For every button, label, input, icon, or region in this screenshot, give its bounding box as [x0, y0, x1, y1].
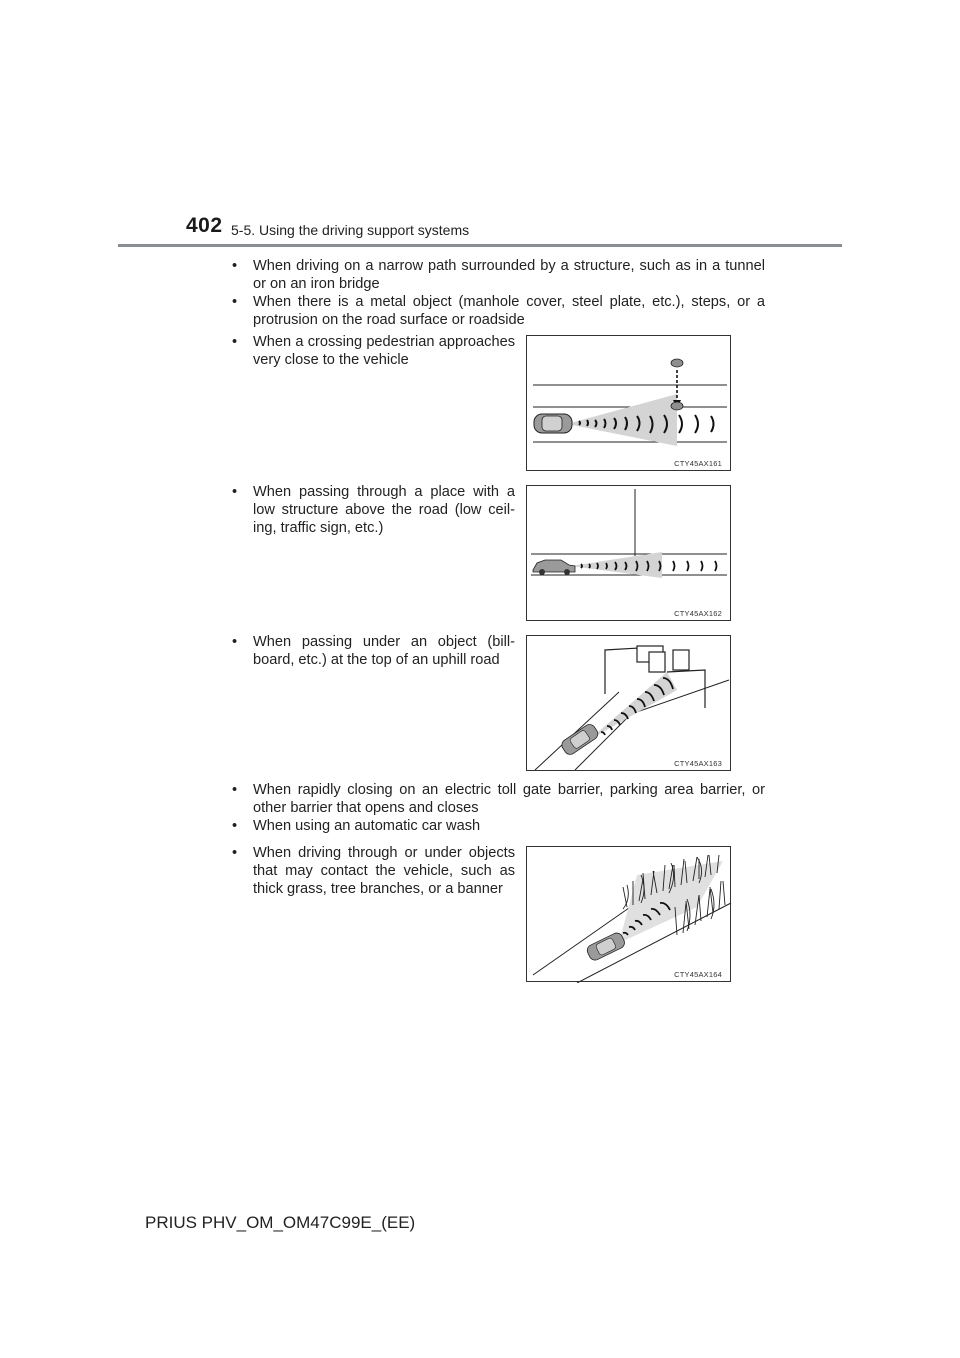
figure-code: CTY45AX163 [674, 759, 722, 768]
page-number: 402 [186, 214, 223, 237]
bullet-toll-gate: • When rapidly closing on an electric toll gate barrier, parking area barrier, or other barrier that opens and closes [232, 781, 765, 817]
bullet-uphill-billboard: • When passing under an object (bill-board, etc.) at the top of an uphill road [232, 633, 515, 669]
bullet-narrow-path: • When driving on a narrow path surrounded by a structure, such as in a tunnel or on an iron bridge [232, 257, 765, 293]
figure-crossing-pedestrian [526, 335, 731, 471]
figure-code: CTY45AX164 [674, 970, 722, 979]
figure-low-structure [526, 485, 731, 621]
sedan-icon [585, 931, 626, 962]
figure-uphill-billboard [526, 635, 731, 771]
figure-code: CTY45AX161 [674, 459, 722, 468]
footer-code: PRIUS PHV_OM_OM47C99E_(EE) [145, 1213, 416, 1232]
bullet-crossing-pedestrian: • When a crossing pedestrian approaches very close to the vehicle [232, 333, 515, 369]
figure-thick-grass [526, 846, 731, 982]
figure-code: CTY45AX162 [674, 609, 722, 618]
bullet-car-wash: • When using an automatic car wash [232, 817, 765, 835]
section-title: 5-5. Using the driving support systems [231, 222, 470, 238]
bullet-thick-grass: • When driving through or under objects that may contact the vehicle, such as thick grass, tree branches, or a banner [232, 844, 515, 898]
sedan-side-icon [533, 560, 575, 575]
header-rule [118, 244, 842, 247]
bullet-low-structure: • When passing through a place with a low structure above the road (low ceil-ing, traffic sign, etc.) [232, 483, 515, 537]
bullet-metal-object: • When there is a metal object (manhole cover, steel plate, etc.), steps, or a protrusion on the road surface or roadside [232, 293, 765, 329]
sedan-top-icon [534, 414, 572, 433]
